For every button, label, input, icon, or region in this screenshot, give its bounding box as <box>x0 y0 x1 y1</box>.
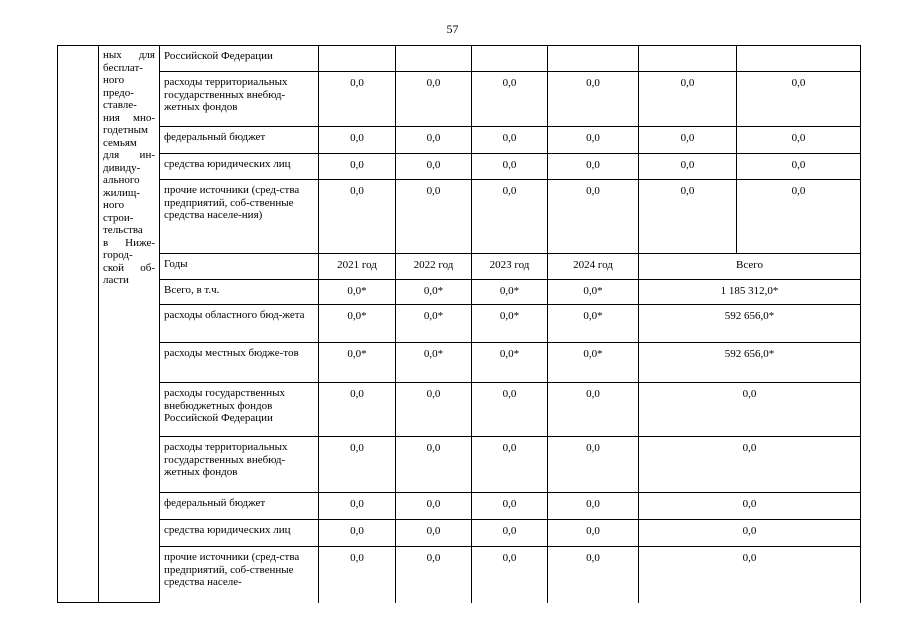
cell-value: 0,0* <box>472 343 548 383</box>
table-row <box>58 280 861 305</box>
cell-value: 0,0 <box>737 127 861 154</box>
cell-value: 0,0 <box>639 154 737 180</box>
cell-value: 0,0 <box>472 72 548 127</box>
cell-value <box>639 46 737 72</box>
cell-value: 0,0 <box>472 180 548 254</box>
cell-value: 0,0 <box>472 547 548 603</box>
cell-value: 0,0 <box>319 437 396 493</box>
cell-value: 0,0* <box>396 343 472 383</box>
row-label: прочие источники (сред-ства предприятий, соб-ственные средства населе-ния) <box>160 180 319 254</box>
table-row <box>58 437 861 493</box>
measure-name-line: ласти <box>103 274 129 286</box>
row-label: расходы областного бюд-жета <box>160 305 319 343</box>
row-label: расходы местных бюдже-тов <box>160 343 319 383</box>
table-row <box>58 493 861 520</box>
measure-name-line: ного <box>103 199 125 211</box>
total-value: 592 656,0* <box>639 305 861 343</box>
cell-value: 0,0* <box>319 280 396 305</box>
cell-value <box>396 46 472 72</box>
cell-value: 0,0* <box>396 280 472 305</box>
cell-value: 0,0* <box>548 280 639 305</box>
cell-value: 0,0 <box>472 437 548 493</box>
cell-value: 0,0* <box>548 305 639 343</box>
total-value: 0,0 <box>639 383 861 437</box>
measure-name-line: семьям <box>103 136 137 149</box>
cell-value: 0,0* <box>472 280 548 305</box>
cell-value: 0,0 <box>548 520 639 547</box>
funding-table <box>57 45 861 603</box>
cell-value: 0,0* <box>319 343 396 383</box>
years-label: Годы <box>160 254 319 280</box>
row-label: расходы государственных внебюджетных фондов Российской Федерации <box>160 383 319 437</box>
cell-value: 0,0 <box>396 154 472 180</box>
cell-value: 0,0 <box>319 154 396 180</box>
row-label: федеральный бюджет <box>160 127 319 154</box>
row-label: Всего, в т.ч. <box>160 280 319 305</box>
cell-value: 0,0 <box>639 180 737 254</box>
row-label: федеральный бюджет <box>160 493 319 520</box>
cell-value: 0,0 <box>319 383 396 437</box>
cell-value: 0,0 <box>396 437 472 493</box>
cell-value: 0,0 <box>396 127 472 154</box>
cell-value: 0,0 <box>396 493 472 520</box>
table-row <box>58 547 861 603</box>
row-label: прочие источники (сред-ства предприятий, соб-ственные средства населе- <box>160 547 319 603</box>
total-value: 592 656,0* <box>639 343 861 383</box>
cell-value: 0,0* <box>319 305 396 343</box>
cell-value: 0,0 <box>639 127 737 154</box>
row-label: средства юридических лиц <box>160 154 319 180</box>
table-row <box>58 383 861 437</box>
cell-value <box>548 46 639 72</box>
table-row <box>58 72 861 127</box>
measure-name-line: бесплат- <box>103 61 143 74</box>
row-label: средства юридических лиц <box>160 520 319 547</box>
measure-name-line: тельства <box>103 224 143 236</box>
cell-value: 0,0* <box>548 343 639 383</box>
cell-value: 0,0 <box>319 493 396 520</box>
table-row <box>58 127 861 154</box>
year-header: 2021 год <box>319 254 396 280</box>
total-value: 0,0 <box>639 437 861 493</box>
measure-name-line: жилищ- <box>103 186 140 199</box>
table-row <box>58 343 861 383</box>
cell-value: 0,0 <box>548 72 639 127</box>
cell-value <box>319 46 396 72</box>
cell-value <box>737 46 861 72</box>
cell-value: 0,0 <box>639 72 737 127</box>
cell-value: 0,0 <box>548 154 639 180</box>
measure-name-line: годетным <box>103 124 148 136</box>
measure-name-line: в Ниже- <box>103 236 155 249</box>
row-label: Российской Федерации <box>160 46 319 72</box>
cell-value: 0,0 <box>472 154 548 180</box>
cell-value: 0,0 <box>396 547 472 603</box>
measure-name-line: ных для <box>103 49 155 61</box>
cell-value: 0,0 <box>319 520 396 547</box>
measure-name-line: предо- <box>103 86 134 99</box>
cell-value: 0,0 <box>319 180 396 254</box>
page-number: 57 <box>446 22 459 36</box>
table-row <box>58 46 861 72</box>
cell-value: 0,0 <box>548 547 639 603</box>
measure-name-cell <box>99 46 160 603</box>
empty-left-column <box>58 46 99 603</box>
cell-value: 0,0 <box>319 547 396 603</box>
cell-value: 0,0 <box>319 72 396 127</box>
measure-name-line: ставле- <box>103 99 137 111</box>
row-label: расходы территориальных государственных внебюд-жетных фондов <box>160 72 319 127</box>
table-row <box>58 154 861 180</box>
total-value: 0,0 <box>639 520 861 547</box>
cell-value <box>472 46 548 72</box>
measure-name-line: ской об- <box>103 261 155 274</box>
cell-value: 0,0 <box>472 127 548 154</box>
total-value: 0,0 <box>639 493 861 520</box>
cell-value: 0,0 <box>548 180 639 254</box>
cell-value: 0,0 <box>737 154 861 180</box>
measure-name-line: ного <box>103 74 125 86</box>
total-value: 0,0 <box>639 547 861 603</box>
years-header-row <box>58 254 861 280</box>
cell-value: 0,0 <box>548 383 639 437</box>
cell-value: 0,0 <box>472 383 548 437</box>
row-label: расходы территориальных государственных внебюд-жетных фондов <box>160 437 319 493</box>
total-header: Всего <box>639 254 861 280</box>
cell-value: 0,0 <box>319 127 396 154</box>
funding-table-wrapper <box>57 45 860 603</box>
table-row <box>58 180 861 254</box>
measure-name-line: дивиду- <box>103 161 141 174</box>
cell-value: 0,0 <box>548 127 639 154</box>
table-row <box>58 520 861 547</box>
year-header: 2023 год <box>472 254 548 280</box>
measure-name-line: город- <box>103 249 133 261</box>
cell-value: 0,0* <box>472 305 548 343</box>
cell-value: 0,0 <box>472 520 548 547</box>
cell-value: 0,0 <box>396 72 472 127</box>
cell-value: 0,0 <box>737 72 861 127</box>
cell-value: 0,0 <box>396 520 472 547</box>
cell-value: 0,0* <box>396 305 472 343</box>
cell-value: 0,0 <box>396 180 472 254</box>
measure-name-line: для ин- <box>103 149 155 161</box>
table-row <box>58 305 861 343</box>
cell-value: 0,0 <box>737 180 861 254</box>
cell-value: 0,0 <box>472 493 548 520</box>
measure-name-line: ния мно- <box>103 111 155 124</box>
cell-value: 0,0 <box>548 493 639 520</box>
measure-name-line: строи- <box>103 211 134 224</box>
cell-value: 0,0 <box>548 437 639 493</box>
total-value: 1 185 312,0* <box>639 280 861 305</box>
cell-value: 0,0 <box>396 383 472 437</box>
year-header: 2022 год <box>396 254 472 280</box>
measure-name-line: ального <box>103 174 140 186</box>
year-header: 2024 год <box>548 254 639 280</box>
